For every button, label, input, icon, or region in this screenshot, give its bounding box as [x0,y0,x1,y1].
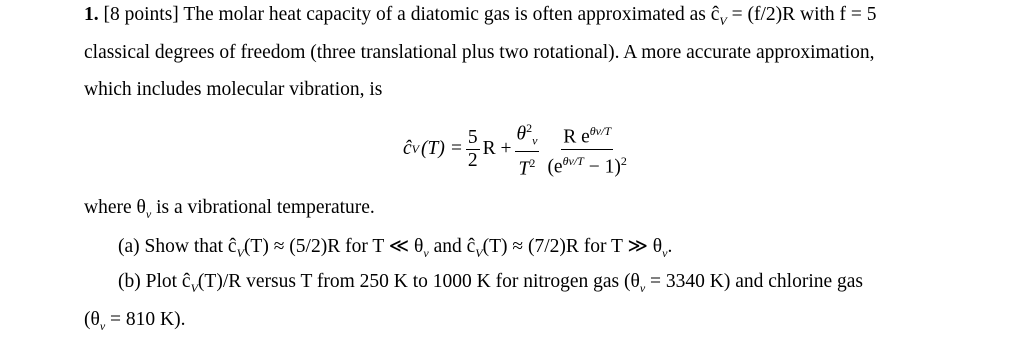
problem-line-2: classical degrees of freedom (three translational plus two rotational). A more accurate approximation, [84,42,875,63]
eq-frac2-den: $T^2$ [518,156,536,180]
eq-frac1-num: 5 [467,126,478,148]
part-a: (a) Show that $ĉ_V(T) \approx (5/2)R$ for T ≪ $\theta_v$ and $ĉ_V(T) \approx (7/2)R$ for T ≫ $\theta_v$. [118,236,673,260]
problem-line-3: which includes molecular vibration, is [84,79,383,100]
eq-lhs-arg: (T) = [421,138,463,159]
problem-line-1-text: The molar heat capacity of a diatomic gas is often approximated as ĉ [183,4,720,25]
eq-lhs-sub: V [411,141,419,156]
heat-capacity-equation [403,119,632,179]
eq-frac-5-2 [466,127,480,172]
eq-lhs: ĉ [403,138,412,159]
problem-line-1-tail: = (f/2)R with f = 5 [726,4,877,25]
eq-frac1-den: 2 [467,149,478,171]
eq-frac3-den: $(e^{\theta v/T} - 1)^2$ [547,153,627,177]
problem-points: [8 points] [103,4,179,25]
eq-term1: R + [482,138,512,159]
eq-frac2-num: $\theta^2_v$ [515,117,540,152]
eq-frac-exp [545,120,628,178]
eq-frac3-num: R $e^{\theta v/T}$ [561,120,613,150]
problem-number: 1. [84,4,99,25]
problem-line-5: where $\theta_v$ is a vibrational temperature. [84,197,375,221]
eq-frac-theta-t [515,117,540,181]
part-b: (b) Plot $ĉ_V(T)/R$ versus T from 250 K to 1000 K for nitrogen gas ($\theta_v = 3340$ K) and chlorine gas [118,271,864,295]
part-b-line-2: ($\theta_v = 810$ K). [84,309,186,333]
cv-subscript: V [719,13,727,28]
problem-line-1 [84,4,877,29]
